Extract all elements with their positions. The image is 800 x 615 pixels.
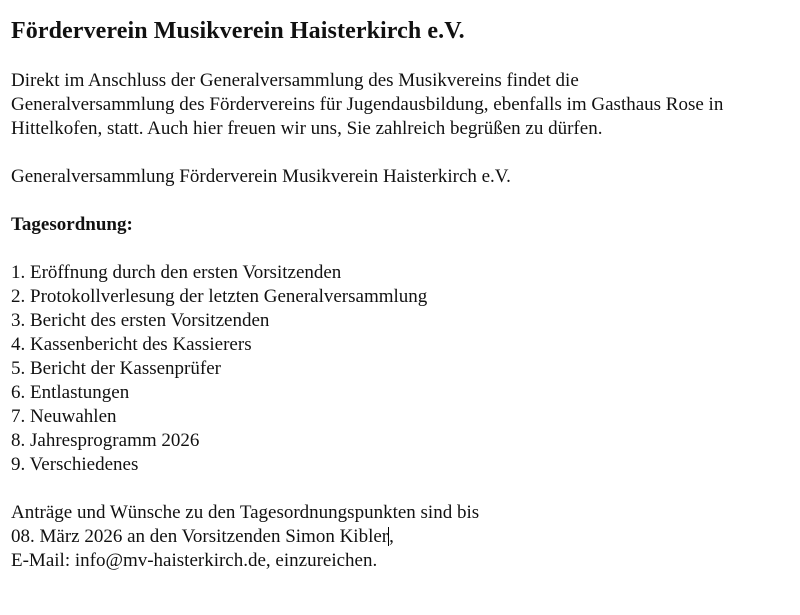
intro-line: Direkt im Anschluss der Generalversammlung des Musikvereins findet die: [11, 70, 579, 91]
intro-line: Generalversammlung des Fördervereins für Jugendausbildung, ebenfalls im Gasthaus Rose in: [11, 94, 724, 115]
text-cursor: [388, 527, 389, 546]
agenda-item: 9. Verschiedenes: [11, 454, 139, 475]
agenda-item: 7. Neuwahlen: [11, 406, 117, 427]
document-page: [11, 14, 795, 573]
agenda-item: 2. Protokollverlesung der letzten Generalversammlung: [11, 286, 428, 307]
agenda-heading: Tagesordnung:: [11, 214, 133, 235]
intro-line: Hittelkofen, statt. Auch hier freuen wir uns, Sie zahlreich begrüßen zu dürfen.: [11, 118, 603, 139]
closing-paragraph: [11, 501, 795, 573]
agenda-item: 5. Bericht der Kassenprüfer: [11, 358, 221, 379]
closing-line: E-Mail: info@mv-haisterkirch.de, einzureichen.: [11, 550, 378, 571]
agenda-item: 1. Eröffnung durch den ersten Vorsitzenden: [11, 262, 342, 283]
agenda-item: 8. Jahresprogramm 2026: [11, 430, 200, 451]
agenda-list: [11, 261, 795, 477]
agenda-item: 4. Kassenbericht des Kassierers: [11, 334, 252, 355]
document-title: Förderverein Musikverein Haisterkirch e.V.: [11, 18, 465, 44]
agenda-item: 3. Bericht des ersten Vorsitzenden: [11, 310, 270, 331]
meeting-subtitle: Generalversammlung Förderverein Musikverein Haisterkirch e.V.: [11, 166, 511, 187]
closing-line-with-caret[interactable]: [11, 525, 795, 549]
closing-line-text: 08. März 2026 an den Vorsitzenden Simon Kibler,: [11, 526, 394, 547]
closing-line: Anträge und Wünsche zu den Tagesordnungspunkten sind bis: [11, 502, 480, 523]
agenda-item: 6. Entlastungen: [11, 382, 130, 403]
intro-paragraph: [11, 69, 795, 141]
